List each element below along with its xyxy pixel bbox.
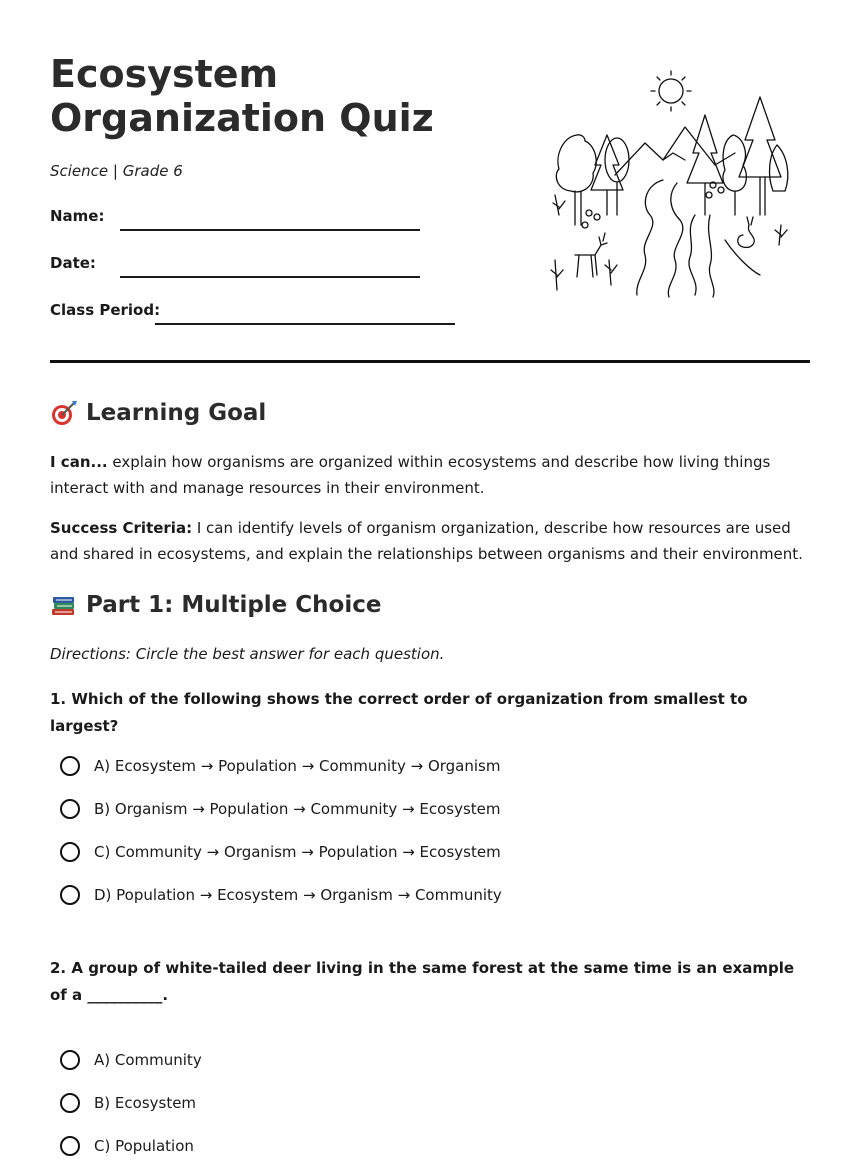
- option-label: C) Community → Organism → Population → Ecosystem: [94, 843, 501, 861]
- criteria-label: Success Criteria:: [50, 519, 193, 537]
- class-period-label: Class Period:: [50, 301, 161, 319]
- class-period-field[interactable]: [155, 323, 455, 325]
- learning-goal-heading: [50, 399, 266, 427]
- option-label: A) Community: [94, 1051, 202, 1069]
- option-label: A) Ecosystem → Population → Community → Organism: [94, 757, 501, 775]
- ican-statement: [50, 449, 815, 501]
- q2-option-a[interactable]: [60, 1050, 202, 1070]
- option-label: C) Population: [94, 1137, 194, 1155]
- q2-option-c[interactable]: [60, 1136, 194, 1156]
- question-2: 2. A group of white-tailed deer living in the same forest at the same time is an example of a __________.: [50, 959, 795, 1004]
- date-label: Date:: [50, 254, 96, 272]
- radio-circle[interactable]: [60, 756, 80, 776]
- q1-option-c[interactable]: [60, 842, 501, 862]
- option-label: D) Population → Ecosystem → Organism → Community: [94, 886, 502, 904]
- option-label: B) Ecosystem: [94, 1094, 197, 1112]
- success-criteria: [50, 515, 815, 567]
- radio-circle[interactable]: [60, 799, 80, 819]
- part1-heading: [50, 591, 381, 619]
- name-label: Name:: [50, 207, 105, 225]
- name-field[interactable]: [120, 229, 420, 231]
- directions: Directions: Circle the best answer for each question.: [50, 645, 445, 663]
- target-icon: [50, 399, 78, 427]
- radio-circle[interactable]: [60, 842, 80, 862]
- radio-circle[interactable]: [60, 1050, 80, 1070]
- part1-title: Part 1: Multiple Choice: [86, 592, 382, 618]
- radio-circle[interactable]: [60, 885, 80, 905]
- header-divider: [50, 360, 810, 363]
- sun-icon: [651, 71, 691, 111]
- q1-option-b[interactable]: [60, 799, 501, 819]
- subtitle: Science | Grade 6: [50, 162, 183, 180]
- learning-goal-title: Learning Goal: [86, 400, 267, 426]
- page-title: Ecosystem Organization Quiz: [50, 52, 434, 140]
- date-field[interactable]: [120, 276, 420, 278]
- ican-label: I can...: [50, 453, 108, 471]
- q2-option-b[interactable]: [60, 1093, 196, 1113]
- q1-option-d[interactable]: [60, 885, 502, 905]
- option-label: B) Organism → Population → Community → Ecosystem: [94, 800, 501, 818]
- radio-circle[interactable]: [60, 1093, 80, 1113]
- books-icon: [50, 591, 78, 619]
- q1-option-a[interactable]: [60, 756, 500, 776]
- radio-circle[interactable]: [60, 1136, 80, 1156]
- forest-illustration: [545, 65, 795, 300]
- criteria-text: I can identify levels of organism organization, describe how resources are used and shared in ecosystems, and explain the relationships between organisms and their environment.: [50, 519, 803, 563]
- ican-text: explain how organisms are organized within ecosystems and describe how living things interact with and manage resources in their environment.: [50, 453, 771, 497]
- question-1: 1. Which of the following shows the correct order of organization from smallest to largest?: [50, 690, 748, 735]
